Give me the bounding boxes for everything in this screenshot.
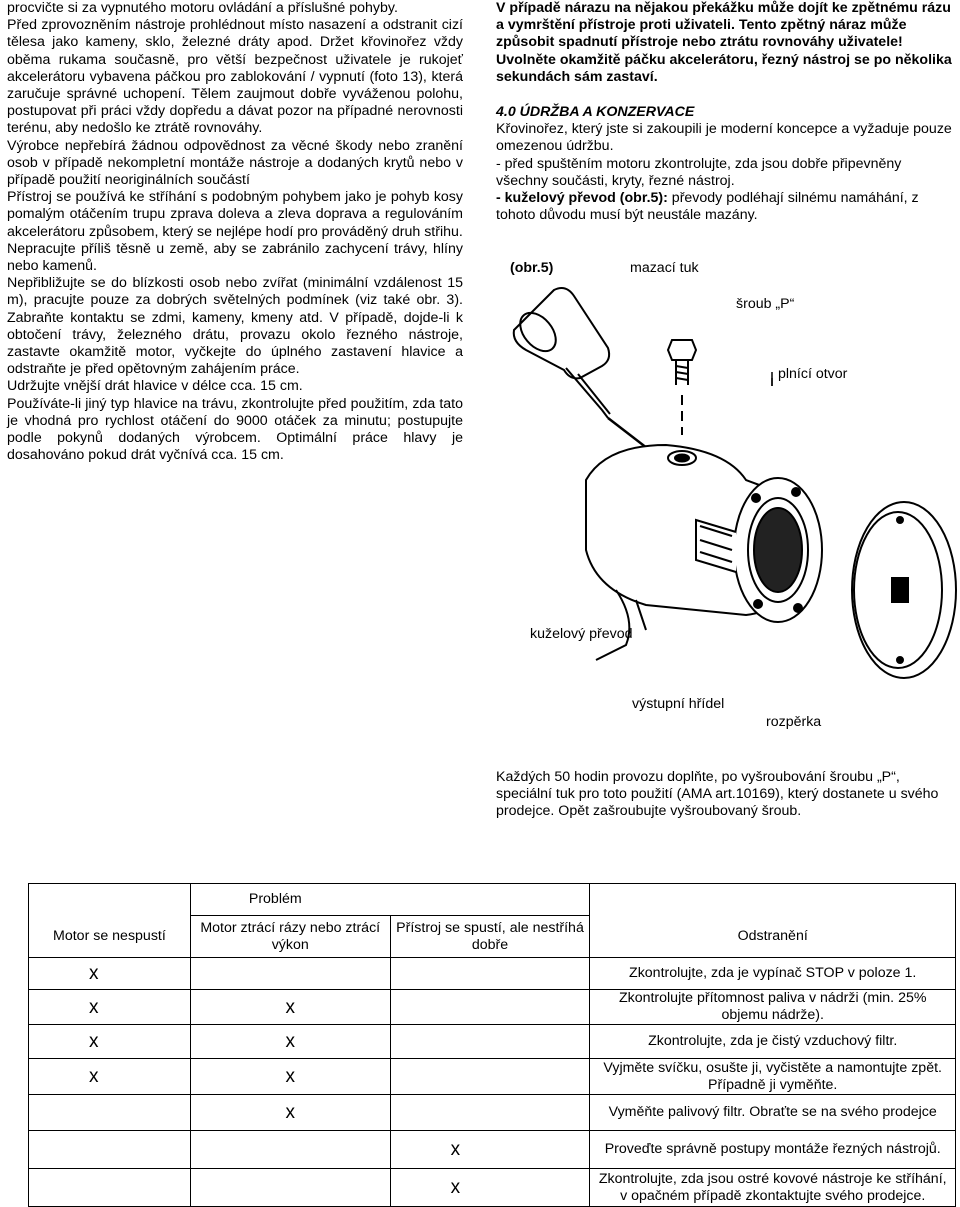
figure-caption: Každých 50 hodin provozu doplňte, po vyšroubování šroubu „P“, speciální tuk pro toto použití (AMA art.10169), který dostanete u svého prodejce. Opět zašroubujte vyšroubovaný šroub. bbox=[496, 769, 939, 820]
paragraph-inspection: Před zprovozněním nástroje prohlédnout místo nasazení a odstranit cizí tělesa jako kameny, sklo, železné dráty apod. Držet křovinořez vždy oběma rukama současně, pro větší bezpečnost uživatele je rukojeť akcelerátoru vybavena páčkou pro zablokování / vypnutí (foto 13), která zaručuje správné uchopení. Tělem zaujmout dobře vyváženou polohu, postupovat při práci vždy dopředu a dávat pozor na případné nerovnosti terénu, aby nedošlo ke ztrátě rovnováhy. bbox=[7, 17, 463, 137]
left-column bbox=[7, 0, 463, 464]
mark-cell: x bbox=[190, 1059, 390, 1095]
remedy-cell: Zkontrolujte, zda je vypínač STOP v poloze 1. bbox=[590, 958, 956, 990]
mark-cell: x bbox=[190, 1095, 390, 1131]
label-screw-p: šroub „P“ bbox=[736, 296, 795, 312]
paragraph-liability: Výrobce nepřebírá žádnou odpovědnost za věcné škody nebo zranění osob v případě nekompletní montáže nástroje a dodaných krytů nebo v případě použití neoriginálních součástí bbox=[7, 137, 463, 189]
header-col-2: Motor ztrácí rázy nebo ztrácí výkon bbox=[190, 916, 390, 958]
header-col-4: Odstranění bbox=[590, 916, 956, 958]
bullet-2-rest: převody podléhají silnému namáhání, z tohoto důvodu musí být neustále mazány. bbox=[496, 190, 919, 224]
mark-cell: x bbox=[390, 1131, 590, 1169]
spacer-disc-drawing bbox=[852, 502, 956, 678]
empty-cell bbox=[390, 1025, 590, 1059]
paragraph-usage: Přístroj se používá ke stříhání s podobným pohybem jako je pohyb kosy pomalým otáčením trupu zprava doleva a zleva doprava a regulováním akcelerátoru způsobem, který se nejlépe hodí pro prováděný druh střihu. bbox=[7, 189, 463, 240]
empty-cell bbox=[29, 1169, 191, 1207]
figure-label: (obr.5) bbox=[510, 260, 554, 276]
table-header-row-1 bbox=[29, 884, 956, 916]
maintenance-intro: Křovinořez, který jste si zakoupili je moderní koncepce a vyžaduje pouze omezenou údržbu. bbox=[496, 121, 952, 155]
paragraph-wire-length: Udržujte vnější drát hlavice v délce cca. 15 cm. bbox=[7, 378, 303, 395]
mark-cell: x bbox=[190, 990, 390, 1025]
mark-cell: x bbox=[29, 958, 191, 990]
grease-gun-drawing bbox=[513, 288, 656, 455]
mark-cell: x bbox=[29, 1059, 191, 1095]
header-empty-right bbox=[590, 884, 956, 916]
label-grease: mazací tuk bbox=[630, 260, 699, 276]
screw-p-drawing bbox=[668, 340, 696, 435]
empty-cell bbox=[190, 1131, 390, 1169]
mark-cell: x bbox=[29, 1025, 191, 1059]
paragraph-other-head: Používáte-li jiný typ hlavice na trávu, zkontrolujte před použitím, zda tato je vhodná pro rychlost otáčení do 9000 otáček za minutu; postupujte podle pokynů dodaných výrobcem. Optimální práce hlavy je dosahováno pokud drát vyčnívá cca. 15 cm. bbox=[7, 395, 463, 464]
empty-cell bbox=[190, 958, 390, 990]
empty-cell bbox=[29, 1131, 191, 1169]
remedy-cell: Vyjměte svíčku, osušte ji, vyčistěte a namontujte zpět. Případně ji vyměňte. bbox=[590, 1059, 956, 1095]
header-col-3: Přístroj se spustí, ale nestříhá dobře bbox=[390, 916, 590, 958]
empty-cell bbox=[390, 958, 590, 990]
header-empty-left bbox=[29, 884, 191, 916]
remedy-cell: Proveďte správně postupy montáže řezných nástrojů. bbox=[590, 1131, 956, 1169]
header-col-1: Motor se nespustí bbox=[29, 916, 191, 958]
paragraph-distance: Nepřibližujte se do blízkosti osob nebo zvířat (minimální vzdálenost 15 m), pracujte pouze za dobrých světelných podmínek (viz také obr. 3). Zabraňte kontaktu se zdmi, kameny, kmeny atd. V případě, dojde-li k obtočení trávy, železného drátu, provazu okolo řezného nástroje, zastavte okamžitě motor, vyčkejte do úplného zastavení hlavice a odstraňte je před opětovným zahájením práce. bbox=[7, 275, 463, 378]
mark-cell: x bbox=[29, 990, 191, 1025]
mark-cell: x bbox=[190, 1025, 390, 1059]
empty-cell bbox=[29, 1095, 191, 1131]
gear-illustration bbox=[496, 250, 960, 750]
right-column bbox=[496, 0, 956, 224]
table-row bbox=[29, 990, 956, 1025]
label-fill-hole: plnící otvor bbox=[778, 366, 848, 382]
section-title: 4.0 ÚDRŽBA A KONZERVACE bbox=[496, 104, 695, 121]
bullet-2-lead: - kuželový převod (obr.5): bbox=[496, 190, 668, 207]
maintenance-bullet-2 bbox=[496, 190, 956, 224]
remedy-cell: Vyměňte palivový filtr. Obraťte se na svého prodejce bbox=[590, 1095, 956, 1131]
table-row bbox=[29, 1169, 956, 1207]
mark-cell: x bbox=[390, 1169, 590, 1207]
paragraph-practice: procvičte si za vypnutého motoru ovládání a příslušné pohyby. bbox=[7, 0, 398, 16]
empty-cell bbox=[190, 1169, 390, 1207]
paragraph-ground: Nepracujte příliš těsně u země, aby se zabránilo zachycení trávy, hlíny nebo kamenů. bbox=[7, 240, 463, 275]
table-row bbox=[29, 1059, 956, 1095]
empty-cell bbox=[390, 1095, 590, 1131]
remedy-cell: Zkontrolujte, zda je čistý vzduchový filtr. bbox=[590, 1025, 956, 1059]
remedy-cell: Zkontrolujte, zda jsou ostré kovové nástroje ke stříhání, v opačném případě zkontaktujte svého prodejce. bbox=[590, 1169, 956, 1207]
table-row bbox=[29, 1095, 956, 1131]
table-header-row-2 bbox=[29, 916, 956, 958]
table-row bbox=[29, 1025, 956, 1059]
table-row bbox=[29, 958, 956, 990]
remedy-cell: Zkontrolujte přítomnost paliva v nádrži (min. 25% objemu nádrže). bbox=[590, 990, 956, 1025]
label-bevel-gear: kuželový převod bbox=[530, 626, 633, 642]
kickback-warning: V případě nárazu na nějakou překážku může dojít ke zpětnému rázu a vymrštění přístroje proti uživateli. Tento zpětný náraz může způsobit spadnutí přístroje nebo ztrátu rovnováhy uživatele! Uvolněte okamžitě páčku akcelerátoru, řezný nástroj se po několika sekundách sám zastaví. bbox=[496, 0, 952, 85]
maintenance-bullet-1: - před spuštěním motoru zkontrolujte, zda jsou dobře připevněny všechny součásti, kryty, řezné nástroj. bbox=[496, 155, 902, 189]
empty-cell bbox=[390, 1059, 590, 1095]
label-spacer: rozpěrka bbox=[766, 714, 822, 730]
table-row bbox=[29, 1131, 956, 1169]
gear-diagram bbox=[496, 250, 960, 750]
troubleshooting-table bbox=[28, 883, 956, 1207]
empty-cell bbox=[390, 990, 590, 1025]
header-problem: Problém bbox=[190, 884, 590, 916]
label-output-shaft: výstupní hřídel bbox=[632, 696, 725, 712]
